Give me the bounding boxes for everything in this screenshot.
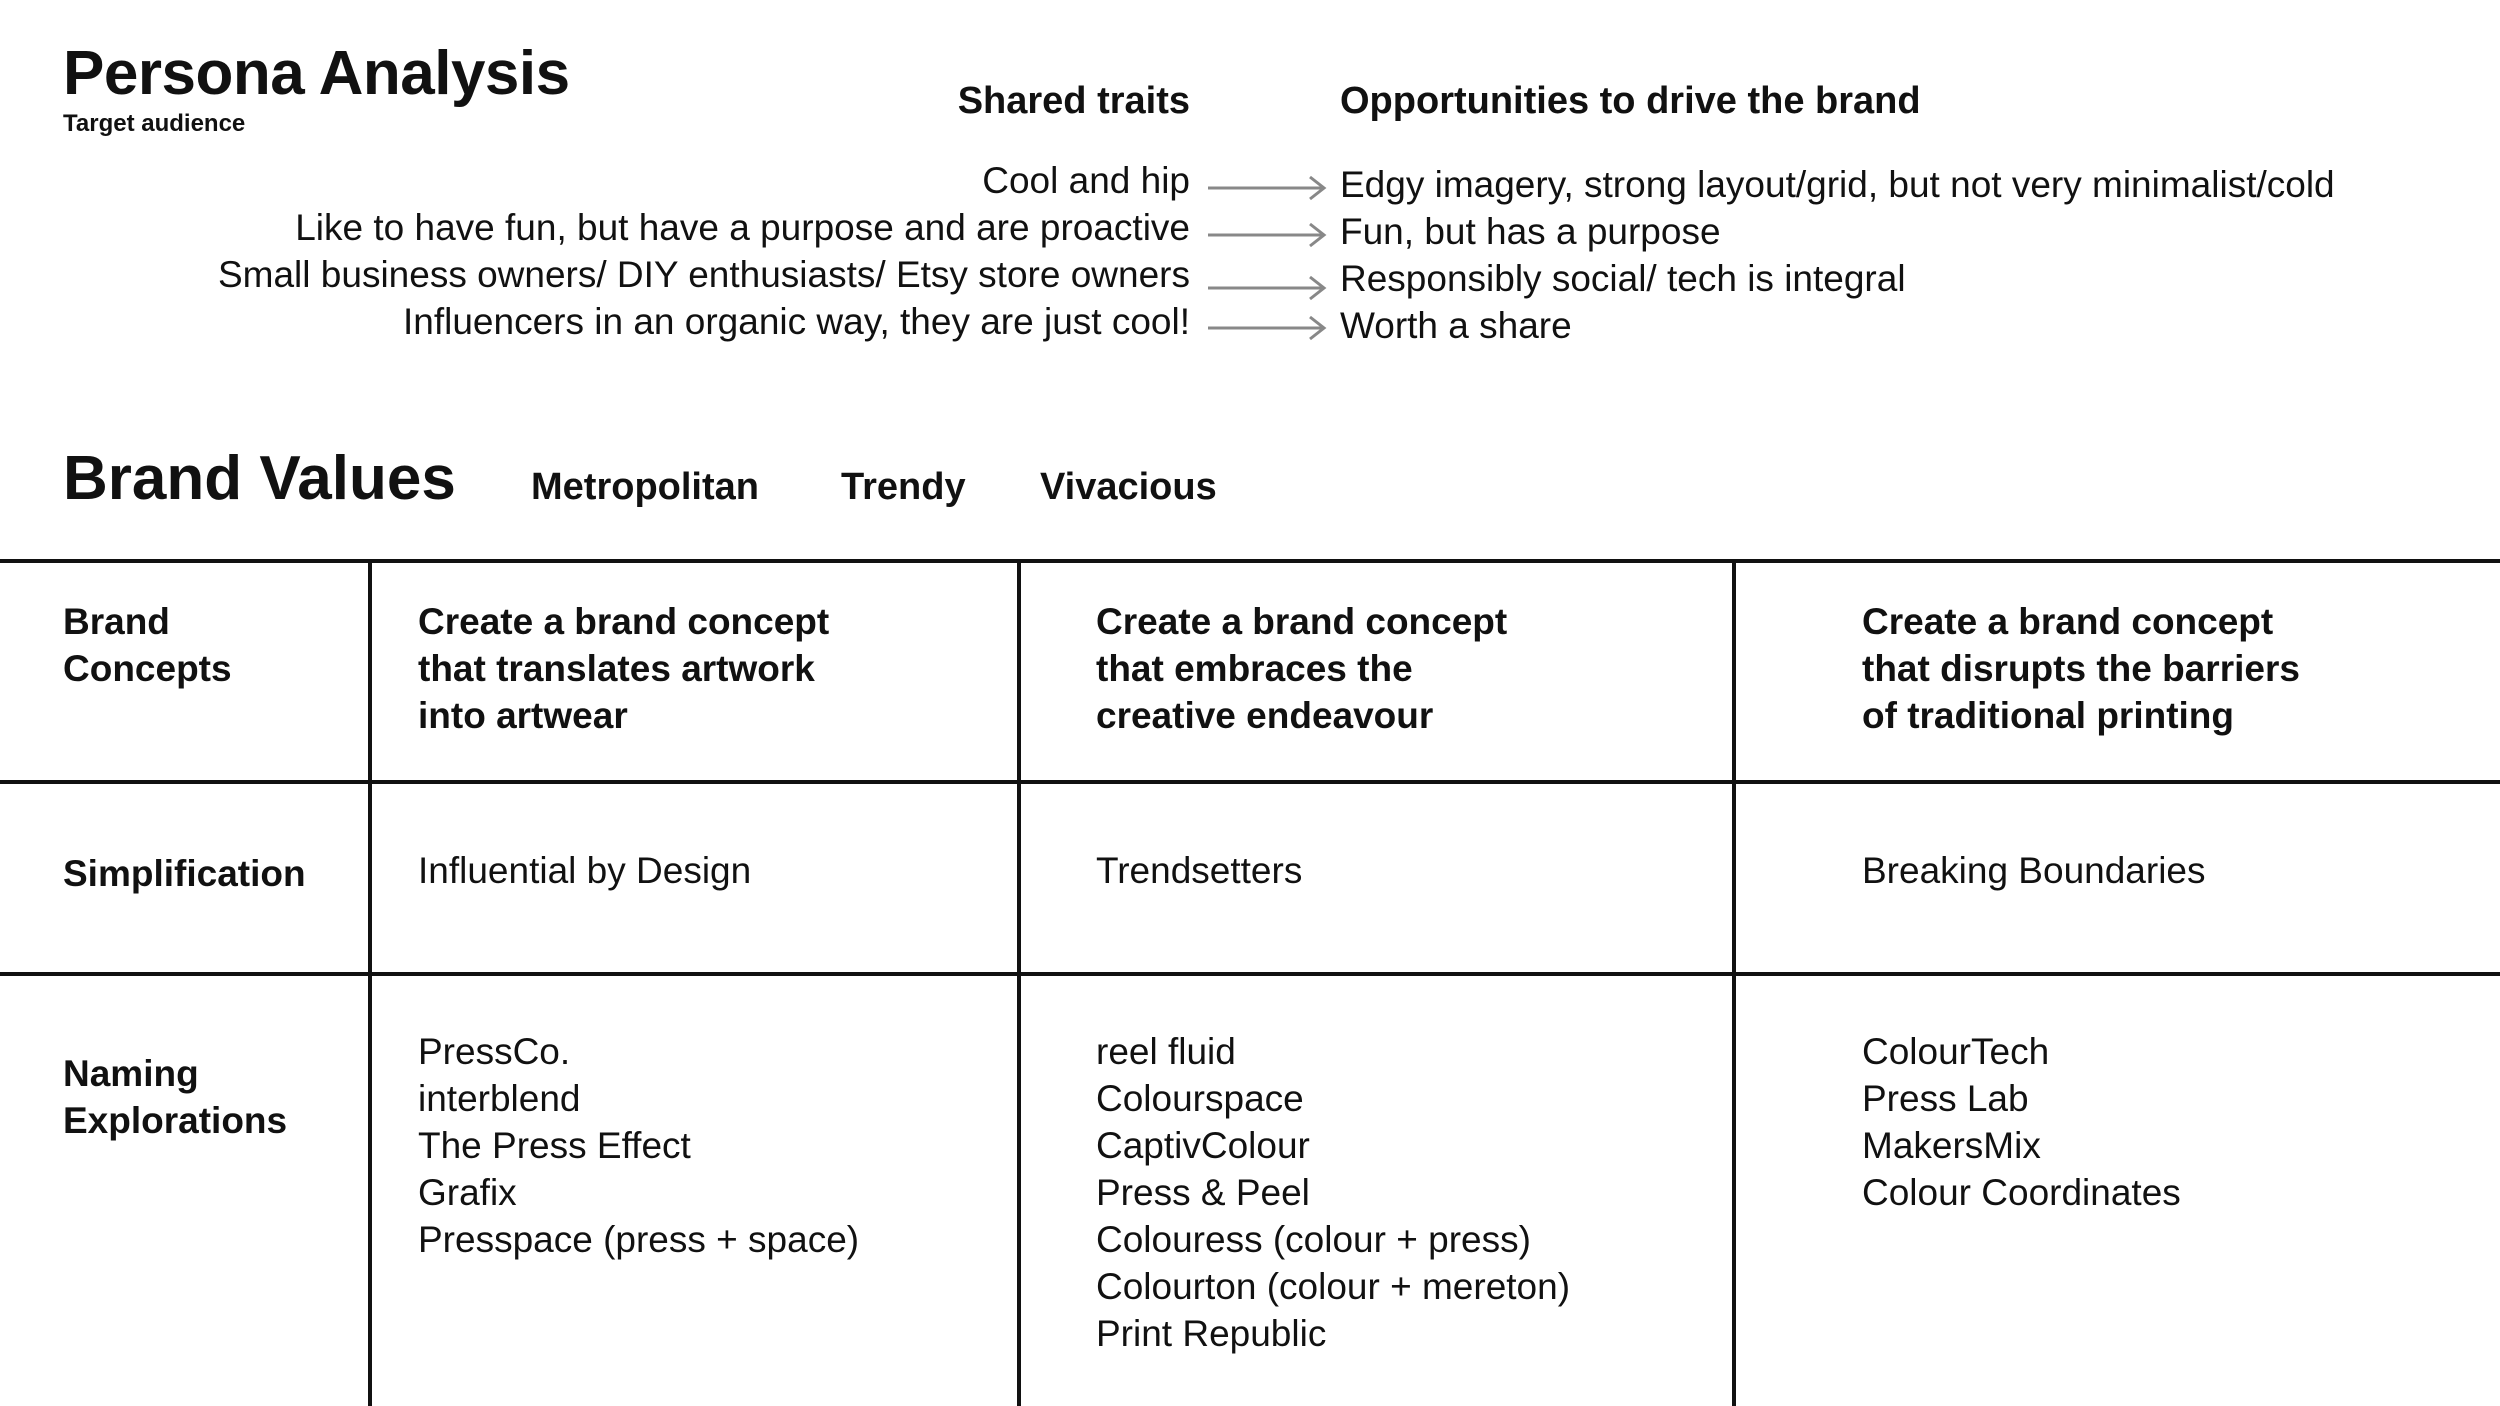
concept-cell-3: Create a brand concept that disrupts the barriers of traditional printing bbox=[1862, 601, 2300, 736]
naming-list-3 bbox=[1862, 1028, 2181, 1216]
list-item: Press & Peel bbox=[1096, 1172, 1310, 1213]
concept-cell-2: Create a brand concept that embraces the creative endeavour bbox=[1096, 601, 1508, 736]
row-label-brand-concepts: Brand Concepts bbox=[63, 601, 232, 689]
opportunities-heading: Opportunities to drive the brand bbox=[1340, 80, 1921, 122]
table-top-border bbox=[0, 559, 2500, 563]
table-row-divider bbox=[0, 780, 2500, 784]
opportunity-1: Edgy imagery, strong layout/grid, but not very minimalist/cold bbox=[1340, 164, 2335, 205]
opportunity-4: Worth a share bbox=[1340, 305, 1572, 346]
brand-value-1: Metropolitan bbox=[531, 466, 759, 508]
opportunity-3: Responsibly social/ tech is integral bbox=[1340, 258, 1906, 299]
table-row-divider bbox=[0, 972, 2500, 976]
brand-value-2: Trendy bbox=[841, 466, 966, 508]
list-item: Press Lab bbox=[1862, 1078, 2029, 1119]
arrow-right-icon bbox=[1208, 274, 1328, 302]
list-item: Print Republic bbox=[1096, 1313, 1327, 1354]
trait-4: Influencers in an organic way, they are just cool! bbox=[402, 301, 1190, 342]
list-item: Colouress (colour + press) bbox=[1096, 1219, 1531, 1260]
table-column-divider bbox=[1017, 561, 1021, 1406]
page-subtitle: Target audience bbox=[63, 110, 246, 137]
table-column-divider bbox=[1732, 561, 1736, 1406]
arrow-right-icon bbox=[1208, 174, 1328, 202]
trait-1: Cool and hip bbox=[982, 160, 1190, 201]
list-item: Colour Coordinates bbox=[1862, 1172, 2181, 1213]
list-item: Colourton (colour + mereton) bbox=[1096, 1266, 1571, 1307]
brand-value-3: Vivacious bbox=[1040, 466, 1217, 508]
arrow-right-icon bbox=[1208, 221, 1328, 249]
list-item: Colourspace bbox=[1096, 1078, 1304, 1119]
simplification-cell-3: Breaking Boundaries bbox=[1862, 850, 2206, 891]
naming-list-2 bbox=[1096, 1028, 1570, 1357]
list-item: ColourTech bbox=[1862, 1031, 2050, 1072]
list-item: PressCo. bbox=[418, 1031, 571, 1072]
opportunity-2: Fun, but has a purpose bbox=[1340, 211, 1721, 252]
naming-list-1 bbox=[418, 1028, 859, 1263]
trait-3: Small business owners/ DIY enthusiasts/ Etsy store owners bbox=[217, 254, 1190, 295]
list-item: interblend bbox=[418, 1078, 581, 1119]
page-title: Persona Analysis bbox=[63, 39, 570, 108]
brand-values-title: Brand Values bbox=[63, 444, 456, 513]
row-label-naming-explorations: Naming Explorations bbox=[63, 1053, 288, 1141]
concept-cell-1: Create a brand concept that translates artwork into artwear bbox=[418, 601, 830, 736]
list-item: Presspace (press + space) bbox=[418, 1219, 860, 1260]
arrow-right-icon bbox=[1208, 314, 1328, 342]
list-item: The Press Effect bbox=[418, 1125, 691, 1166]
row-label-simplification: Simplification bbox=[63, 853, 306, 894]
shared-traits-heading: Shared traits bbox=[957, 80, 1190, 122]
list-item: CaptivColour bbox=[1096, 1125, 1310, 1166]
simplification-cell-1: Influential by Design bbox=[418, 850, 752, 891]
simplification-cell-2: Trendsetters bbox=[1096, 850, 1303, 891]
list-item: Grafix bbox=[418, 1172, 517, 1213]
table-column-divider bbox=[368, 561, 372, 1406]
list-item: reel fluid bbox=[1096, 1031, 1236, 1072]
trait-2: Like to have fun, but have a purpose and are proactive bbox=[295, 207, 1190, 248]
list-item: MakersMix bbox=[1862, 1125, 2041, 1166]
